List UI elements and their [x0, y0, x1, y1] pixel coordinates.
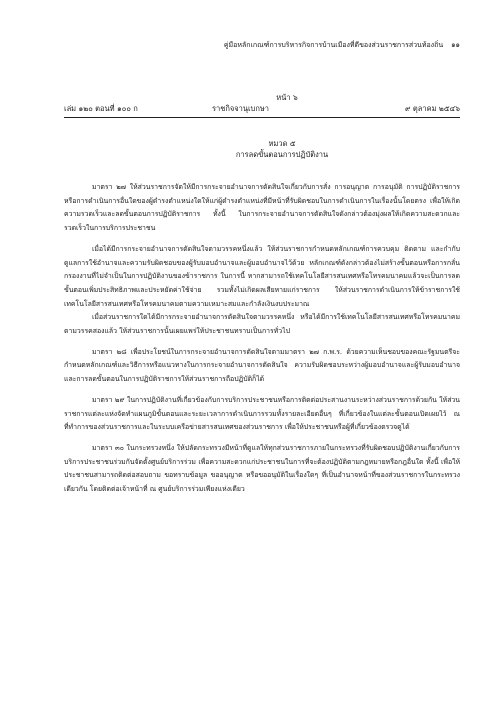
section-30-paragraph: มาตรา ๓๐ ในกระทรวงหนึ่ง ให้ปลัดกระทรวงมีหน้าที่ดูแลให้ทุกส่วนราชการภายในกระทรวงที่รับผิดชอบปฏิบัติงานเกี่ยวกับการบริการประชาชนร่วมกันจัดตั้งศูนย์บริการร่วม เพื่อความสะดวกแก่ประชาชนในการที่จะต้องปฏิบัติตามกฎหมายหรือกฎอื่นใด ทั้งนี้ เพื่อให้ประชาชนสามารถติดต่อสอบถาม ขอทราบข้อมูล ขออนุญาต หรือขออนุมัติในเรื่องใดๆ ที่เป็นอำนาจหน้าที่ของส่วนราชการในกระทรวงเดียวกัน โดยติดต่อเจ้าหน้าที่ ณ ศูนย์บริการร่วมเพียงแห่งเดียว	[64, 443, 460, 494]
gazette-name: ราชกิจจานุเบกษา	[212, 104, 270, 113]
section-27-paragraph-3: เมื่อส่วนราชการใดได้มีการกระจายอำนาจการตัดสินใจตามวรรคหนึ่ง หรือได้มีการใช้เทคโนโลยีสารสนเทศหรือโทรคมนาคมตามวรรคสองแล้ว ให้ส่วนราชการนั้นเผยแพร่ให้ประชาชนทราบเป็นการทั่วไป	[64, 313, 460, 336]
chapter-heading	[64, 138, 460, 161]
running-header-page-number: ๑๑	[451, 41, 460, 49]
gazette-date: ๙ ตุลาคม ๒๕๔๖	[405, 104, 460, 113]
running-header-title: คู่มือหลักเกณฑ์การบริหารกิจการบ้านเมืองที่ดีของส่วนราชการส่วนท้องถิ่น	[223, 41, 444, 49]
section-28-paragraph: มาตรา ๒๘ เพื่อประโยชน์ในการกระจายอำนาจการตัดสินใจตามมาตรา ๒๗ ก.พ.ร. ด้วยความเห็นชอบของคณะรัฐมนตรีจะกำหนดหลักเกณฑ์และวิธีการหรือแนวทางในการกระจายอำนาจการตัดสินใจ ความรับผิดชอบระหว่างผู้มอบอำนาจและผู้รับมอบอำนาจ และการลดขั้นตอนในการปฏิบัติราชการให้ส่วนราชการถือปฏิบัติก็ได้	[64, 347, 460, 384]
masthead-divider	[64, 117, 460, 118]
gazette-info-row	[64, 103, 460, 114]
gazette-page-label: หน้า ๖	[276, 93, 298, 102]
gazette-volume: เล่ม ๑๒๐ ตอนที่ ๑๐๐ ก	[64, 104, 138, 113]
section-27-paragraph-2: เมื่อได้มีการกระจายอำนาจการตัดสินใจตามวรรคหนึ่งแล้ว ให้ส่วนราชการกำหนดหลักเกณฑ์การควบคุม ติดตาม และกำกับดูแลการใช้อำนาจและความรับผิดชอบของผู้รับมอบอำนาจและผู้มอบอำนาจไว้ด้วย หลักเกณฑ์ดังกล่าวต้องไม่สร้างขั้นตอนหรือการกลั่นกรองงานที่ไม่จำเป็นในการปฏิบัติงานของข้าราชการ ในการนี้ หากสามารถใช้เทคโนโลยีสารสนเทศหรือโทรคมนาคมแล้วจะเป็นการลดขั้นตอนเพิ่มประสิทธิภาพและประหยัดค่าใช้จ่าย รวมทั้งไม่เกิดผลเสียหายแก่ราชการ ให้ส่วนราชการดำเนินการให้ข้าราชการใช้เทคโนโลยีสารสนเทศหรือโทรคมนาคมตามความเหมาะสมและกำลังเงินงบประมาณ	[64, 244, 460, 308]
running-header	[175, 40, 460, 50]
chapter-title: การลดขั้นตอนการปฏิบัติงาน	[235, 150, 329, 159]
gazette-masthead	[64, 92, 460, 118]
section-29-paragraph: มาตรา ๒๙ ในการปฏิบัติงานที่เกี่ยวข้องกับการบริการประชาชนหรือการติดต่อประสานงานระหว่างส่วนราชการด้วยกัน ให้ส่วนราชการแต่ละแห่งจัดทำแผนภูมิขั้นตอนและระยะเวลาการดำเนินการรวมทั้งรายละเอียดอื่นๆ ที่เกี่ยวข้องในแต่ละขั้นตอนเปิดเผยไว้ ณ ที่ทำการของส่วนราชการและในระบบเครือข่ายสารสนเทศของส่วนราชการ เพื่อให้ประชาชนหรือผู้ที่เกี่ยวข้องตรวจดูได้	[64, 395, 460, 432]
document-body	[64, 181, 460, 497]
section-27-paragraph: มาตรา ๒๗ ให้ส่วนราชการจัดให้มีการกระจายอำนาจการตัดสินใจเกี่ยวกับการสั่ง การอนุญาต การอนุมัติ การปฏิบัติราชการ หรือการดำเนินการอื่นใดของผู้ดำรงตำแหน่งใดให้แก่ผู้ดำรงตำแหน่งที่มีหน้าที่รับผิดชอบในการดำเนินการในเรื่องนั้นโดยตรง เพื่อให้เกิดความรวดเร็วและลดขั้นตอนการปฏิบัติราชการ ทั้งนี้ ในการกระจายอำนาจการตัดสินใจดังกล่าวต้องมุ่งผลให้เกิดความสะดวกและรวดเร็วในการบริการประชาชน	[64, 183, 460, 233]
chapter-number: หมวด ๕	[268, 139, 296, 148]
